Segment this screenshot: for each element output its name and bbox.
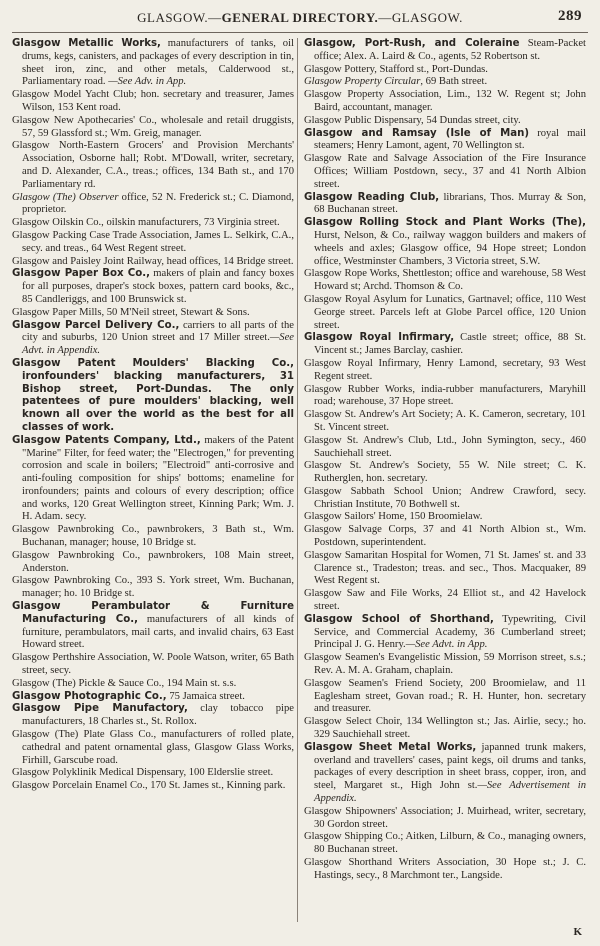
header-rule xyxy=(12,32,588,33)
directory-entry xyxy=(304,268,586,294)
entry-name: Glasgow Perthshire Association xyxy=(12,652,148,664)
entry-details: ; Aitken, Lilburn, & Co., managing owners, 80 Buchanan street. xyxy=(314,831,586,856)
entry-name: Glasgow St. Andrew's Club, Ltd. xyxy=(304,434,455,446)
directory-entry xyxy=(12,767,294,780)
directory-entry xyxy=(12,115,294,141)
entry-details: makers of the Patent "Marine" Filter, for feed water; the "Electrogen," for preventing corrosion and scale in boilers; "Electroid" anti-corrosive and anti-fouling composition for ships' bottoms; enameline for ironfounders; paints and colours of every description; office and works, 120 Great Wellington street, Kinning Park; Wm. J. H. Adam. secy. xyxy=(22,434,295,523)
entry-details: , pawnbrokers, 108 Main street, Anderston. xyxy=(22,549,295,574)
entry-details: , W. Poole Watson, writer, 65 Bath street, secy. xyxy=(22,652,294,677)
directory-entry xyxy=(12,780,294,793)
entry-details: 75 Jamaica street. xyxy=(166,690,245,702)
entry-details: , 200 Broomielaw, and 11 Eaglesham street, Govan road.; R. H. Hunter, hon. secretary and treasurer. xyxy=(314,677,586,715)
directory-entry xyxy=(304,831,586,857)
directory-entry xyxy=(304,435,586,461)
directory-entry xyxy=(304,524,586,550)
entry-details: , 55 W. Nile street; C. K. Rutherglen, hon. secretary. xyxy=(314,460,586,485)
entry-name: Glasgow Pipe Manufactory, xyxy=(12,703,188,715)
directory-entry xyxy=(12,358,294,435)
entry-name: Glasgow Public Dispensary xyxy=(304,114,422,126)
header-title: GLASGOW.—GENERAL DIRECTORY.—GLASGOW. xyxy=(137,10,463,25)
entry-name: Glasgow Select Choir xyxy=(304,716,400,728)
directory-entry xyxy=(304,678,586,716)
entry-details: manufacturers of tanks, oil drums, kegs, canisters, and packages of every description in tin, sheet iron, zinc, and other metals, Calderwood st., Parliamentary road. xyxy=(22,38,294,88)
entry-name: Glasgow Parcel Delivery Co., xyxy=(12,319,180,331)
directory-entry xyxy=(304,217,586,268)
directory-entry xyxy=(12,140,294,191)
entry-name: Glasgow and Ramsay (Isle of Man) xyxy=(304,127,530,139)
entry-details: ; Andrew Crawford, secy. Christian Institute, 70 Bothwell st. xyxy=(314,485,586,510)
entry-advert-note: —See Advt. in Appendix. xyxy=(22,332,294,357)
entry-details: ; J. Muirhead, writer, secretary, 30 Gordon street. xyxy=(314,805,586,830)
entry-name: Glasgow Property Association, Lim. xyxy=(304,89,468,101)
entry-name: Glasgow Oilskin Co. xyxy=(12,217,102,229)
entry-name: Glasgow Sailors' Home xyxy=(304,511,405,523)
entry-name: Glasgow Sheet Metal Works, xyxy=(304,741,477,753)
entry-name: Glasgow Metallic Works, xyxy=(12,38,161,49)
directory-entry xyxy=(12,307,294,320)
entry-details: , James L. Selkirk, C.A., secy. and treas., 64 West Regent street. xyxy=(22,229,294,254)
entry-details: , Osborne hall; Robt. M'Dowall, writer, secretary, and D. Alexander, C.A., treas.; offices, 134 Bath st., and 170 Parliamentary rd. xyxy=(22,153,294,190)
page-number: 289 xyxy=(558,8,582,24)
entry-name: Glasgow Royal Infirmary xyxy=(304,357,419,369)
entry-details: Castle street; office, 88 St. Vincent st.; James Barclay, cashier. xyxy=(314,332,586,357)
entry-name: Glasgow Pawnbroking Co. xyxy=(12,524,137,536)
entry-details: , oilskin manufacturers, 73 Virginia street. xyxy=(101,217,280,229)
entry-name: Glasgow Packing Case Trade Association xyxy=(12,229,190,241)
directory-entry xyxy=(304,332,586,358)
entry-advert-note: —See Advt. in App. xyxy=(405,639,488,651)
directory-entry xyxy=(12,217,294,230)
entry-name: Glasgow School of Shorthand, xyxy=(304,613,494,625)
entry-details: Typewriting, Civil Service, and Commercial Academy, 36 Cumberland street; Principal J. G. Henry. xyxy=(314,613,586,651)
entry-details: , 170 St. James st., Kinning park. xyxy=(144,780,286,792)
entry-details: , 100 Elderslie street. xyxy=(183,767,274,779)
directory-entry xyxy=(12,268,294,306)
directory-entry xyxy=(304,409,586,435)
directory-entry xyxy=(304,294,586,332)
entry-details: ; A. K. Cameron, secretary, 101 St. Vincent street. xyxy=(314,409,586,433)
entry-name: Glasgow Pottery xyxy=(304,63,375,75)
entry-advert-note: —See Advertisement in Appendix. xyxy=(314,780,586,805)
entry-details: japanned trunk makers, overland and travellers' cases, paint kegs, oil drums and tanks, packages of every description in sheet brass, copper, iron, and steel, Margaret st., High John st. xyxy=(314,741,586,792)
entry-name: Glasgow St. Andrew's Art Society xyxy=(304,409,451,421)
directory-entry xyxy=(304,38,586,64)
directory-entry xyxy=(304,192,586,218)
directory-entry xyxy=(304,652,586,678)
entry-name: Glasgow Perambulator & Furniture Manufacturing Co., xyxy=(12,601,294,625)
header-center: GENERAL DIRECTORY. xyxy=(221,10,379,25)
directory-entry xyxy=(304,742,586,806)
directory-entry xyxy=(304,588,586,614)
entry-details: , 37 and 41 North Albion st., Wm. Postdown, superintendent. xyxy=(314,524,586,549)
directory-entry xyxy=(304,76,586,89)
directory-entry xyxy=(12,678,294,691)
entry-name: Glasgow North-Eastern Grocers' and Provision Merchants' Association xyxy=(12,140,294,165)
entry-name: Glasgow Patents Company, Ltd., xyxy=(12,434,201,446)
entry-details: , Stafford st., Port-Dundas. xyxy=(374,63,488,75)
directory-entry xyxy=(304,550,586,588)
entry-name: Glasgow (The) Plate Glass Co. xyxy=(12,729,154,741)
entry-name: Glasgow (The) Observer xyxy=(12,191,119,203)
entry-name: Glasgow Salvage Corps xyxy=(304,524,414,536)
directory-entry xyxy=(304,857,586,883)
entry-details: , pawnbrokers, 3 Bath st., Wm. Buchanan, manager; house, 10 Bridge st. xyxy=(22,524,295,549)
entry-details: , 71 St. James' st. and 33 Clarence st., Tradeston; treas. and sec., Thos. Macquaker, 89 West Regent st. xyxy=(314,549,586,587)
entry-name: Glasgow Rate and Salvage Association of the Fire Insurance Offices xyxy=(304,153,586,177)
entry-details: , Gartnavel; office, 110 West George street. Parcels left at Globe Parcel office, 120 Union street. xyxy=(314,293,586,331)
entry-details: , Henry Lamond, secretary, 93 West Regent street. xyxy=(314,357,586,382)
entry-advert-note: —See Adv. in App. xyxy=(108,76,187,88)
directory-entry xyxy=(12,230,294,256)
signature-mark: K xyxy=(573,926,582,938)
entry-name: Glasgow Rolling Stock and Plant Works (The), xyxy=(304,217,586,229)
directory-entry xyxy=(12,729,294,767)
header-left: GLASGOW. xyxy=(137,10,209,25)
entry-name: Glasgow and Paisley Joint Railway xyxy=(12,255,162,267)
directory-entry xyxy=(304,153,586,191)
entry-details: , 69 Bath street. xyxy=(420,76,488,88)
entry-name: Glasgow Seamen's Evangelistic Mission xyxy=(304,652,478,664)
entry-details: ; hon. secretary and treasurer, James Wilson, 153 Kent road. xyxy=(22,89,294,113)
entry-details: , Shettleston; office and warehouse, 58 West Howard st; Archd. Thomson & Co. xyxy=(314,268,586,293)
running-header xyxy=(12,10,588,30)
entry-name: Glasgow Patent Moulders' Blacking Co., ironfounders' blacking manufacturers, 31 Bishop street, Port-Dundas. The only patentees of pure moulders' blacking, well known all over the world as the best for all classes of work. xyxy=(12,357,294,433)
directory-entry xyxy=(304,89,586,115)
directory-entry xyxy=(12,89,294,115)
entry-details: , John Symington, secy., 460 Sauchiehall street. xyxy=(314,434,586,459)
entry-details: manufacturers of all kinds of furniture, perambulators, mail carts, and invalid chairs, 63 East Howard street. xyxy=(22,613,295,651)
entry-name: Glasgow Paper Box Co., xyxy=(12,268,150,280)
directory-entry xyxy=(12,524,294,550)
right-column xyxy=(304,38,586,883)
directory-entry xyxy=(12,320,294,358)
directory-entry xyxy=(304,384,586,410)
entry-name: Glasgow Seamen's Friend Society xyxy=(304,677,461,689)
entry-details: , head offices, 14 Bridge street. xyxy=(161,255,294,267)
entry-name: Glasgow Photographic Co., xyxy=(12,690,167,702)
entry-name: Glasgow New Apothecaries' Co. xyxy=(12,114,155,126)
entry-name: Glasgow Shipping Co. xyxy=(304,831,401,843)
entry-name: Glasgow Porcelain Enamel Co. xyxy=(12,780,145,792)
directory-entry xyxy=(304,64,586,77)
entry-details: , 54 Dundas street, city. xyxy=(421,114,521,126)
directory-entry xyxy=(304,486,586,512)
entry-details: , wholesale and retail druggists, 57, 59 Glassford st.; Wm. Greig, manager. xyxy=(22,114,294,139)
entry-details: office, 52 N. Frederick st.; C. Diamond, proprietor. xyxy=(22,191,294,216)
directory-entry xyxy=(12,691,294,704)
directory-entry xyxy=(304,115,586,128)
entry-name: Glasgow Polyklinik Medical Dispensary xyxy=(12,767,184,779)
entry-name: Glasgow Shipowners' Association xyxy=(304,805,451,817)
entry-details: carriers to all parts of the city and suburbs, 120 Union street and 17 Miller street. xyxy=(22,319,294,344)
entry-name: Glasgow Property Circular xyxy=(304,76,421,88)
entry-details: , 24 Elliot st., and 42 Havelock street. xyxy=(314,588,586,613)
entry-name: Glasgow Samaritan Hospital for Women xyxy=(304,549,479,561)
entry-name: Glasgow (The) Pickle & Sauce Co. xyxy=(12,677,162,689)
directory-entry xyxy=(304,716,586,742)
directory-entry xyxy=(12,703,294,729)
entry-details: , 393 S. York street, Wm. Buchanan, manager; ho. 10 Bridge st. xyxy=(22,575,294,600)
entry-details: clay tobacco pipe manufacturers, 18 Charles st., St. Rollox. xyxy=(22,703,294,728)
entry-name: Glasgow Pawnbroking Co. xyxy=(12,575,130,587)
directory-entry xyxy=(304,511,586,524)
entry-details: ; William Postdown, secy., 37 and 41 North Albion street. xyxy=(314,165,586,190)
entry-name: Glasgow Rubber Works xyxy=(304,383,413,395)
directory-entry xyxy=(12,192,294,218)
entry-name: Glasgow Royal Infirmary, xyxy=(304,332,455,344)
entry-name: Glasgow, Port-Rush, and Coleraine xyxy=(304,38,520,49)
header-right: GLASGOW. xyxy=(391,10,463,25)
entry-details: librarians, Thos. Murray & Son, 68 Buchanan street. xyxy=(314,191,586,216)
entry-name: Glasgow Paper Mills xyxy=(12,306,102,318)
entry-name: Glasgow Reading Club, xyxy=(304,191,440,203)
directory-entry xyxy=(12,601,294,652)
directory-entry xyxy=(304,614,586,652)
entry-details: , 50 M'Neil street, Stewart & Sons. xyxy=(101,306,250,318)
entry-name: Glasgow Shorthand Writers Association xyxy=(304,857,487,868)
directory-entry xyxy=(12,256,294,269)
entry-details: , 194 Main st. s.s. xyxy=(161,677,237,689)
entry-name: Glasgow Rope Works xyxy=(304,268,397,280)
entry-name: Glasgow Pawnbroking Co. xyxy=(12,549,138,561)
directory-entry xyxy=(304,358,586,384)
entry-details: makers of plain and fancy boxes for all purposes, draper's stock boxes, pattern card books, &c., 85 Candleriggs, and 100 Brunswick st. xyxy=(22,268,294,305)
entry-details: , india-rubber manufacturers, Maryhill road; warehouse, 37 Hope street. xyxy=(314,383,586,408)
directory-entry xyxy=(12,38,294,89)
entry-name: Glasgow Royal Asylum for Lunatics xyxy=(304,293,463,305)
entry-details: , 134 Wellington st.; Jas. Airlie, secy.; ho. 329 Sauchiehall street. xyxy=(314,716,586,741)
entry-details: , 30 Hope st.; J. C. Hastings, secy., 8 Marchmont ter., Langside. xyxy=(314,857,586,881)
directory-entry xyxy=(12,435,294,525)
directory-entry xyxy=(12,550,294,576)
entry-details: Hurst, Nelson, & Co., railway waggon builders and makers of wheels and axles; Glasgow office, 94 Hope street; London office, Westminster Chambers, 3 Victoria street, S.W. xyxy=(314,229,586,267)
entry-details: , 132 W. Regent st; John Baird, accountant, manager. xyxy=(314,89,586,113)
entry-name: Glasgow Model Yacht Club xyxy=(12,89,134,101)
directory-entry xyxy=(304,128,586,154)
entry-name: Glasgow Saw and File Works xyxy=(304,588,440,600)
directory-entry xyxy=(304,806,586,832)
directory-entry xyxy=(12,575,294,601)
entry-name: Glasgow St. Andrew's Society xyxy=(304,460,449,472)
entry-details: , 150 Broomielaw. xyxy=(404,511,483,523)
entry-details: , 59 Morrison street, s.s.; Rev. A. M. A. Graham, chaplain. xyxy=(314,652,586,677)
entry-details: royal mail steamers; Henry Lamont, agent, 70 Wellington st. xyxy=(314,127,586,152)
directory-entry xyxy=(304,460,586,486)
entry-name: Glasgow Sabbath School Union xyxy=(304,485,459,497)
column-divider xyxy=(297,38,298,922)
entry-details: Steam-Packet office; Alex. A. Laird & Co., agents, 52 Robertson st. xyxy=(314,38,586,62)
entry-details: , manufacturers of rolled plate, cathedral and patent ornamental glass, Glasgow Glass Works, Firhill, Garscube road. xyxy=(22,729,294,766)
left-column xyxy=(12,38,294,793)
directory-entry xyxy=(12,652,294,678)
